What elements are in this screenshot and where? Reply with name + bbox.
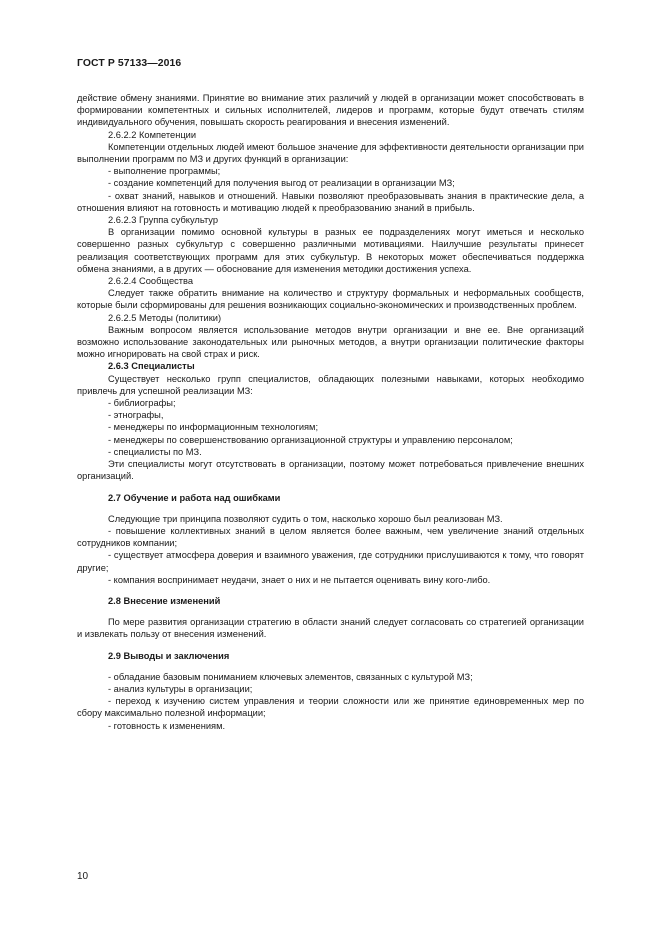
paragraph: В организации помимо основной культуры в разных ее подразделениях могут иметься и несколько совершенно разных субкультур с совершенно различными мотивациями. Наилучшие результаты принесет реализация соответствующих программ для этих субкультур. В некоторых может обеспечиваться поддержка обмена знаниями, а в других — обоснование для изменения методики достижения успеха. — [77, 227, 584, 274]
paragraph: Существует несколько групп специалистов, обладающих полезными навыками, которых необходимо привлечь для успешной реализации МЗ: — [77, 373, 584, 396]
list-item: - повышение коллективных знаний в целом является более важным, чем увеличение знаний отдельных сотрудников компании; — [77, 525, 584, 549]
list-item: - обладание базовым пониманием ключевых элементов, связанных с культурой МЗ; — [108, 671, 473, 682]
list-item: - менеджеры по совершенствованию организационной структуры и управлению персоналом; — [108, 434, 513, 445]
paragraph: Компетенции отдельных людей имеют большое значение для эффективности деятельности организации при выполнении программ по МЗ и других функций в организации: — [77, 141, 584, 165]
list-item: - этнографы, — [108, 410, 164, 421]
paragraph: Следует также обратить внимание на количество и структуру формальных и неформальных сообществ, которые были сформированы для решения возникающих социально-экономических и производственных проблем. — [77, 288, 584, 311]
list-item: - специалисты по МЗ. — [108, 446, 202, 457]
paragraph: По мере развития организации стратегию в области знаний следует согласовать со стратегией организации и извлекать пользу от внесения изменений. — [77, 617, 584, 640]
subsection-heading: 2.6.2.3 Группа субкультур — [108, 215, 219, 226]
list-item: - создание компетенций для получения выгод от реализации в организации МЗ; — [108, 178, 455, 189]
list-item: - существует атмосфера доверия и взаимного уважения, где сотрудники прислушиваются к тому, что говорят другие; — [77, 550, 584, 573]
subsection-heading: 2.6.3 Специалисты — [108, 361, 195, 372]
section-heading: 2.8 Внесение изменений — [108, 595, 221, 606]
list-item: - охват знаний, навыков и отношений. Навыки позволяют преобразовывать знания в практические дела, а отношения влияют на готовность и мотивацию людей к преобразованию знаний в прибыль. — [77, 190, 584, 213]
paragraph: Важным вопросом является использование методов внутри организации и вне ее. Вне организаций возможно использование законодательных или рыночных методов, а внутри организации политические факторы можно игнорировать на свой страх и риск. — [77, 324, 584, 360]
section-heading: 2.9 Выводы и заключения — [108, 650, 230, 661]
list-item: - менеджеры по информационным технологиям; — [108, 422, 319, 433]
subsection-heading: 2.6.2.5 Методы (политики) — [108, 312, 222, 323]
subsection-heading: 2.6.2.4 Сообщества — [108, 276, 194, 287]
document-code-header: ГОСТ Р 57133—2016 — [77, 58, 182, 69]
section-heading: 2.7 Обучение и работа над ошибками — [108, 492, 281, 503]
list-item: - переход к изучению систем управления и теории сложности или же принятие единовременных мер по сбору максимально полезной информации; — [77, 696, 584, 719]
list-item: - анализ культуры в организации; — [108, 683, 253, 694]
subsection-heading: 2.6.2.2 Компетенции — [108, 129, 197, 140]
list-item: - библиографы; — [108, 398, 176, 409]
list-item: - готовность к изменениям. — [108, 720, 226, 731]
paragraph: Эти специалисты могут отсутствовать в организации, поэтому может потребоваться привлечение внешних организаций. — [77, 459, 584, 482]
paragraph: Следующие три принципа позволяют судить о том, насколько хорошо был реализован МЗ. — [108, 513, 503, 524]
page-number: 10 — [77, 871, 89, 882]
list-item: - компания воспринимает неудачи, знает о них и не пытается оценивать вину кого-либо. — [108, 574, 491, 585]
paragraph: действие обмену знаниями. Принятие во внимание этих различий у людей в организации может способствовать в формировании компетентных и сильных исполнителей, лидеров и программ, которые будут отвечать стилям индивидуального обучения, повышать скорость реагирования и внесения изменений. — [77, 93, 584, 128]
document-body — [77, 92, 584, 732]
list-item: - выполнение программы; — [108, 166, 221, 177]
